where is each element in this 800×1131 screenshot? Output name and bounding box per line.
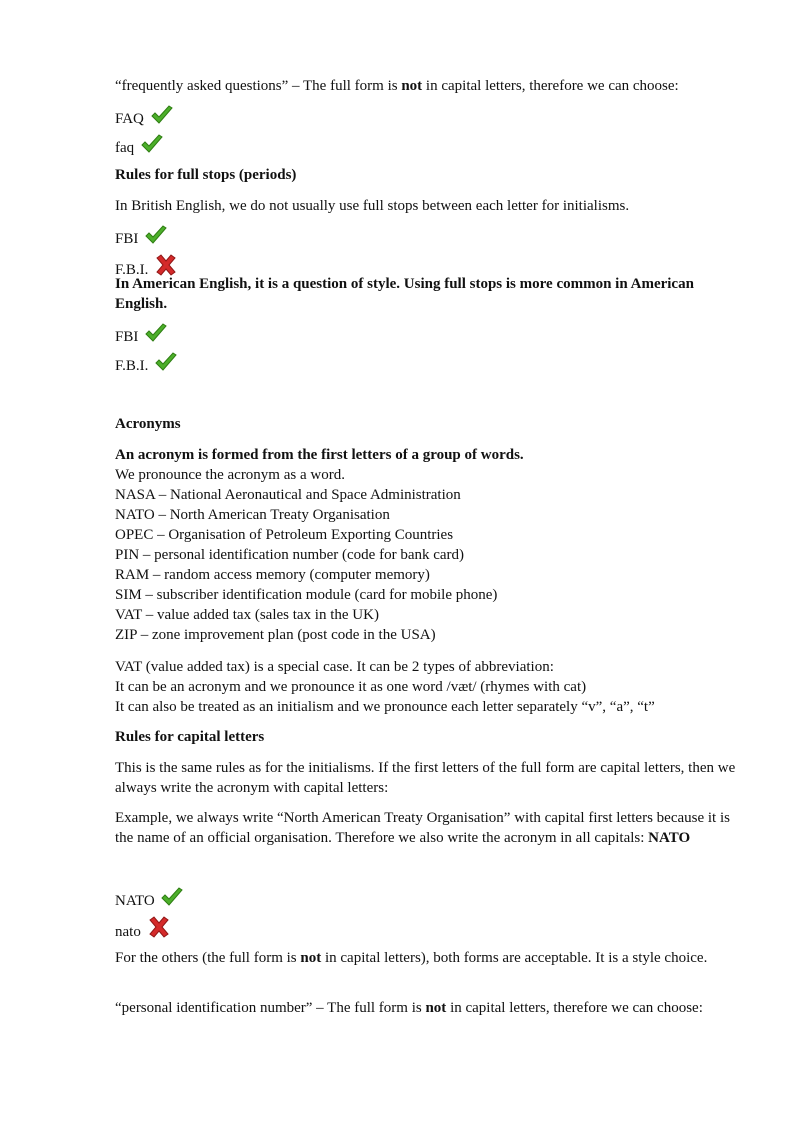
vat-text: It can also be treated as an initialism and we pronounce each letter separately “v”, “a”, “t” [115, 699, 655, 715]
full-stops-heading: Rules for full stops (periods) [115, 167, 297, 183]
capitals-text: This is the same rules as for the initialisms. If the first letters of the full form are capital letters, then we always write the acronym with capital letters: [115, 760, 736, 796]
vat-text: It can be an acronym and we pronounce it as one word /væt/ (rhymes with cat) [115, 679, 587, 695]
nato-upper-example [115, 887, 184, 911]
acronyms-heading: Acronyms [115, 416, 181, 432]
check-icon [160, 887, 184, 907]
pin-intro-bold: not [425, 1000, 447, 1016]
faq-intro-text-2: in capital letters, therefore we can choose: [422, 78, 679, 94]
faq-upper-example [115, 105, 174, 129]
pin-intro-text [115, 998, 745, 1018]
acronym-example: OPEC – Organisation of Petroleum Exporting Countries [115, 527, 454, 543]
british-english-text: In British English, we do not usually use full stops between each letter for initialisms. [115, 198, 630, 214]
cross-icon [147, 916, 171, 938]
fbi-plain-example-2 [115, 323, 168, 347]
acronym-example: NATO – North American Treaty Organisation [115, 507, 390, 523]
nato-example-bold: NATO [648, 830, 691, 846]
fbi-dots-example-2 [115, 352, 178, 376]
acronym-example: RAM – random access memory (computer memory) [115, 567, 430, 583]
faq-intro-text-1: “frequently asked questions” – The full form is [115, 78, 402, 94]
pin-intro-text-2: in capital letters, therefore we can choose: [446, 1000, 703, 1016]
check-icon [150, 105, 174, 125]
nato-example-body: Example, we always write “North American Treaty Organisation” with capital first letters because it is the name of an official organisation. Therefore we also write the acronym in all capitals: [115, 810, 730, 846]
faq-intro [115, 76, 679, 96]
others-text-bold: not [300, 950, 322, 966]
american-english-text: In American English, it is a question of style. Using full stops is more common in American English. [115, 276, 694, 312]
acronym-definition: An acronym is formed from the first letters of a group of words. [115, 447, 524, 463]
pin-intro-text-1: “personal identification number” – The full form is [115, 1000, 426, 1016]
cross-icon [154, 254, 178, 276]
example-text: nato [115, 924, 141, 940]
check-icon [154, 352, 178, 372]
fbi-plain-example-1 [115, 225, 168, 249]
others-text-2: in capital letters), both forms are acceptable. It is a style choice. [321, 950, 708, 966]
check-icon [144, 323, 168, 343]
example-text: NATO [115, 893, 155, 909]
acronym-example: PIN – personal identification number (code for bank card) [115, 547, 465, 563]
example-text: F.B.I. [115, 358, 149, 374]
capitals-heading: Rules for capital letters [115, 729, 265, 745]
example-text: FBI [115, 231, 139, 247]
check-icon [144, 225, 168, 245]
example-text: F.B.I. [115, 262, 149, 278]
acronym-example: VAT – value added tax (sales tax in the UK) [115, 607, 379, 623]
nato-lower-example [115, 916, 171, 942]
nato-example-text [115, 808, 745, 848]
others-text [115, 948, 745, 968]
example-text: FAQ [115, 111, 144, 127]
acronym-example: ZIP – zone improvement plan (post code in the USA) [115, 627, 436, 643]
example-text: FBI [115, 329, 139, 345]
faq-lower-example [115, 134, 164, 158]
acronym-example: NASA – National Aeronautical and Space Administration [115, 487, 461, 503]
vat-text: VAT (value added tax) is a special case. It can be 2 types of abbreviation: [115, 659, 554, 675]
check-icon [140, 134, 164, 154]
others-text-1: For the others (the full form is [115, 950, 301, 966]
example-text: faq [115, 140, 135, 156]
acronym-example: SIM – subscriber identification module (card for mobile phone) [115, 587, 498, 603]
acronym-pronounce-text: We pronounce the acronym as a word. [115, 467, 345, 483]
faq-intro-bold: not [401, 78, 423, 94]
